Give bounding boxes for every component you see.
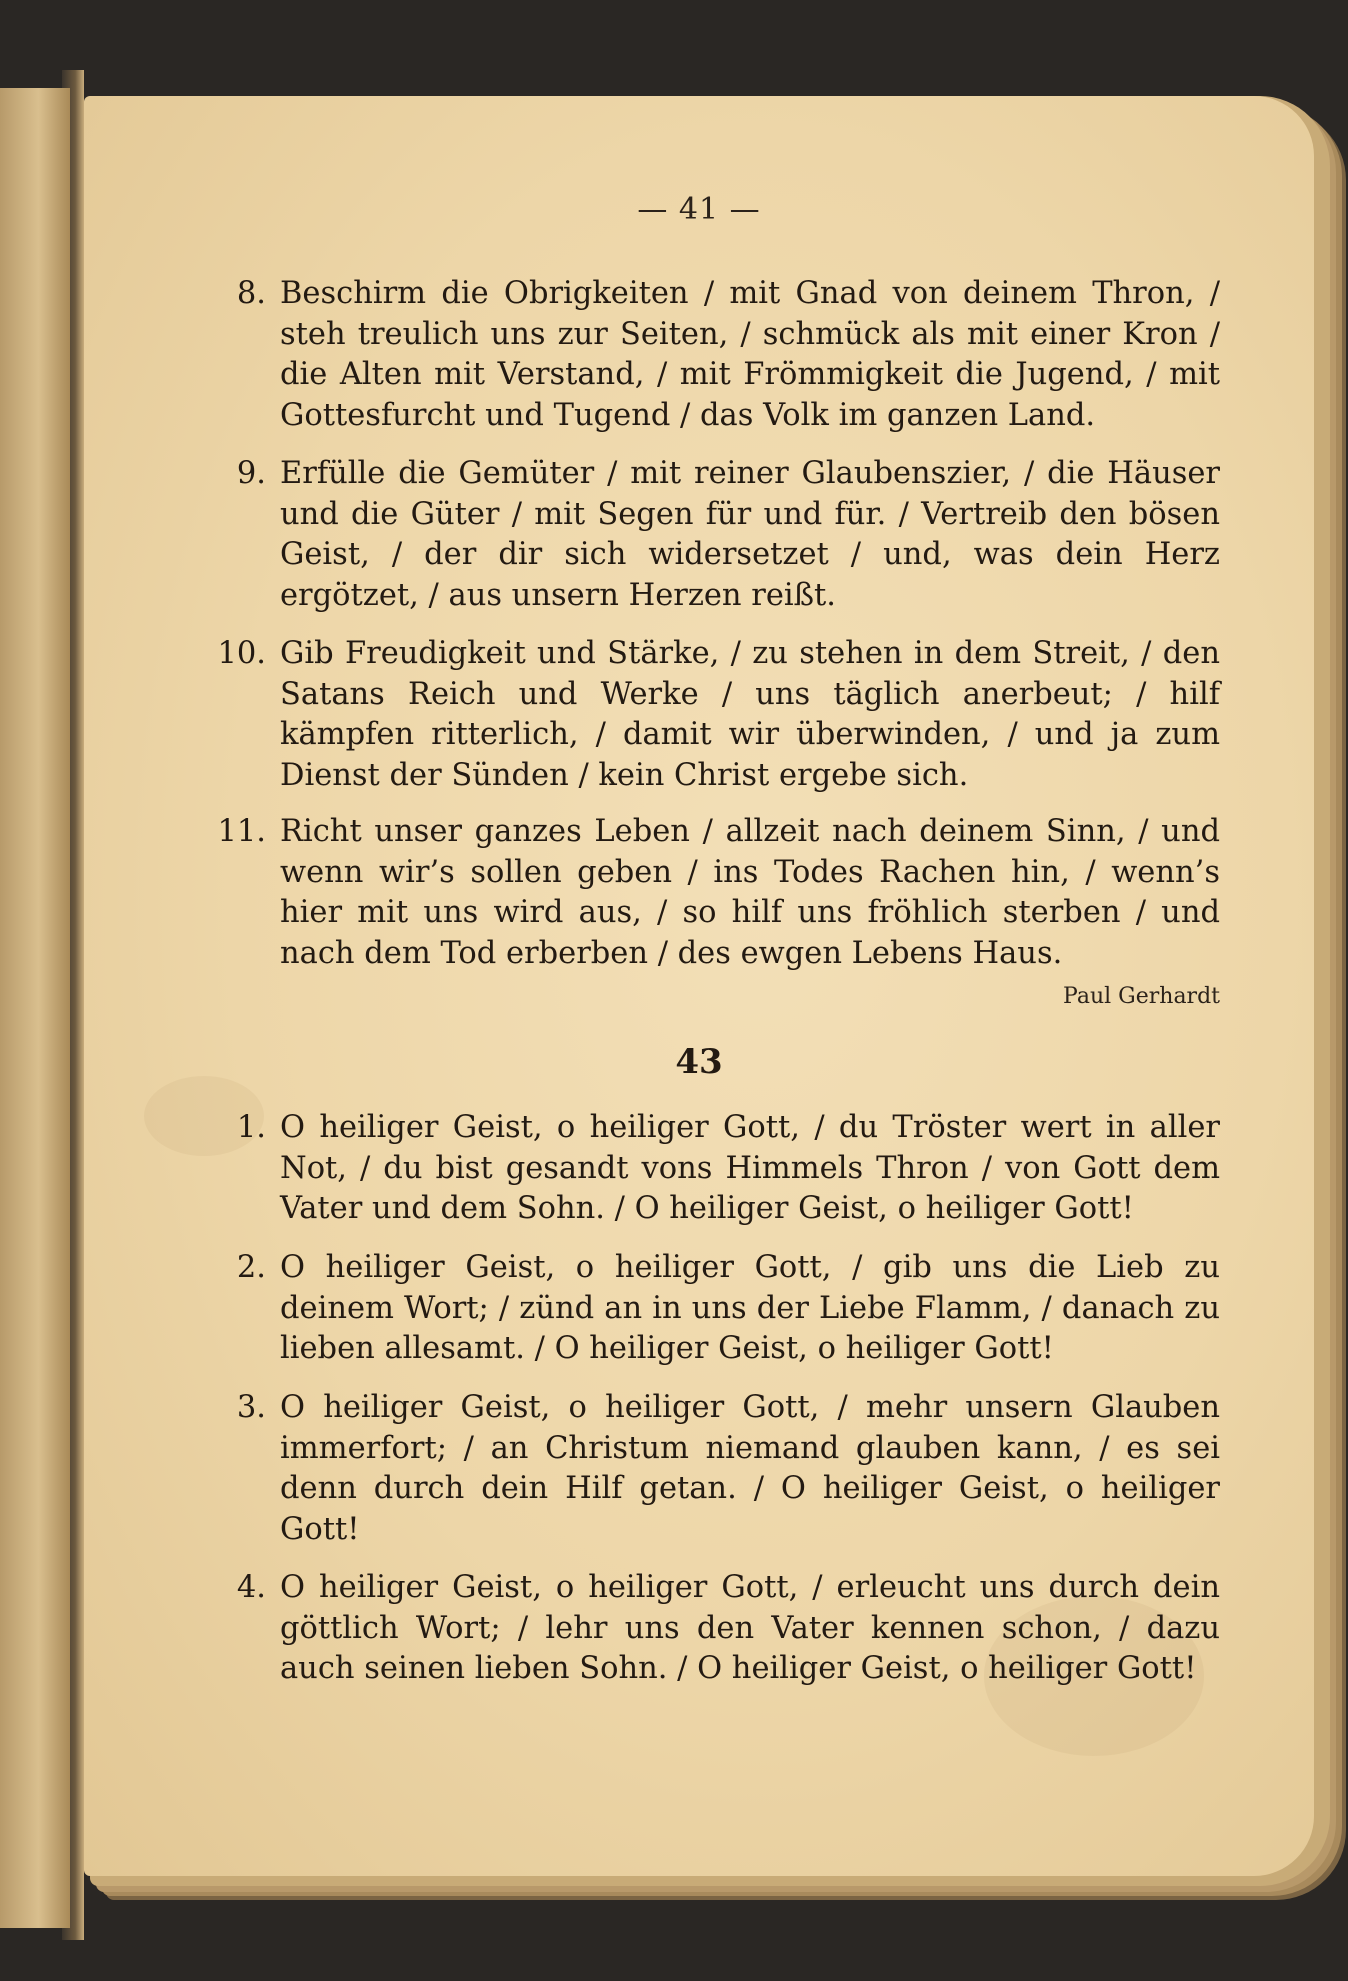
verse-number: 1. [236, 1110, 266, 1145]
verse [217, 634, 1220, 796]
verse-number: 11. [217, 814, 266, 849]
hymn-number: 43 [675, 1042, 723, 1082]
verse-block [236, 274, 1220, 436]
verse-block [217, 634, 1220, 796]
verse-block [217, 812, 1220, 974]
verse-text: O heiliger Geist, o heiliger Gott, / du Tröster wert in aller Not, / du bist gesandt vons Himmels Thron / von Gott dem Vater und dem Sohn. / O heiliger Geist, o heiliger Gott! [280, 1110, 1220, 1226]
verse [236, 1248, 1220, 1370]
verse-text: Beschirm die Obrigkeiten / mit Gnad von deinem Thron, / steh treulich uns zur Seiten, / schmück als mit einer Kron / die Alten mit Verstand, / mit Frömmigkeit die Jugend, / mit Gottesfurcht und Tugend / das Volk im ganzen Land. [280, 276, 1220, 433]
hymn-author: Paul Gerhardt [1063, 984, 1220, 1009]
verse-block [236, 454, 1220, 616]
verse [236, 1108, 1220, 1230]
verse-number: 9. [236, 456, 266, 491]
verse [236, 454, 1220, 616]
verse [236, 1388, 1220, 1550]
book-page [84, 96, 1314, 1876]
verse-block [236, 1248, 1220, 1370]
page-number: — 41 — [637, 192, 761, 227]
verse-number: 3. [236, 1390, 266, 1425]
verse-text: O heiliger Geist, o heiliger Gott, / gib uns die Lieb zu deinem Wort; / zünd an in uns der Liebe Flamm, / danach zu lieben allesamt. / O heiliger Geist, o heiliger Gott! [280, 1250, 1220, 1366]
verse-text: Erfülle die Gemüter / mit reiner Glaubenszier, / die Häuser und die Güter / mit Segen für und für. / Vertreib den bösen Geist, / der dir sich widersetzet / und, was dein Herz ergötzet, / aus unsern Herzen reißt. [280, 456, 1220, 613]
verse-number: 4. [236, 1570, 266, 1605]
verse-text: O heiliger Geist, o heiliger Gott, / mehr unsern Glauben immerfort; / an Christum niemand glauben kann, / es sei denn durch dein Hilf getan. / O heiliger Geist, o heiliger Gott! [280, 1390, 1220, 1547]
verse [236, 274, 1220, 436]
verse-number: 10. [217, 636, 266, 671]
verse-block [236, 1108, 1220, 1230]
verse [236, 1568, 1220, 1690]
verse-number: 8. [236, 276, 266, 311]
verse-text: Richt unser ganzes Leben / allzeit nach deinem Sinn, / und wenn wir’s sollen geben / ins Todes Rachen hin, / wenn’s hier mit uns wird aus, / so hilf uns fröhlich sterben / und nach dem Tod erberben / des ewgen Lebens Haus. [280, 814, 1220, 971]
verse-text: Gib Freudigkeit und Stärke, / zu stehen in dem Streit, / den Satans Reich und Werke / uns täglich anerbeut; / hilf kämpfen ritterlich, / damit wir überwinden, / und ja zum Dienst der Sünden / kein Christ ergebe sich. [280, 636, 1220, 793]
verse-text: O heiliger Geist, o heiliger Gott, / erleucht uns durch dein göttlich Wort; / lehr uns den Vater kennen schon, / dazu auch seinen lieben Sohn. / O heiliger Geist, o heiliger Gott! [280, 1570, 1220, 1686]
verse-block [236, 1388, 1220, 1550]
left-page-edge [0, 88, 70, 1928]
verse-number: 2. [236, 1250, 266, 1285]
verse [217, 812, 1220, 974]
verse-block [236, 1568, 1220, 1690]
